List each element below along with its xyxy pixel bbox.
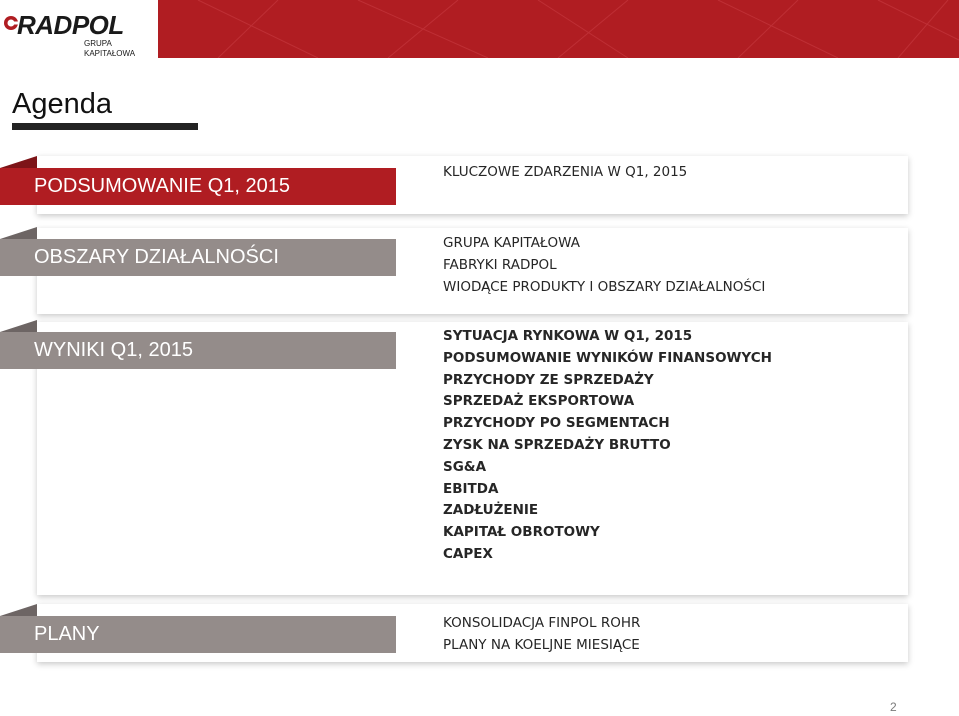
section-items-results <box>443 326 772 566</box>
agenda-item: ZYSK NA SPRZEDAŻY BRUTTO <box>443 436 671 453</box>
section-items-business-areas <box>443 233 765 298</box>
agenda-item: SYTUACJA RYNKOWA W Q1, 2015 <box>443 328 693 344</box>
section-tab-plans[interactable] <box>0 616 396 653</box>
page-title: Agenda <box>12 88 112 120</box>
header-pattern <box>158 0 959 58</box>
section-items-plans <box>443 613 640 657</box>
agenda-item: KLUCZOWE ZDARZENIA W Q1, 2015 <box>443 164 688 180</box>
section-tab-label: OBSZARY DZIAŁALNOŚCI <box>34 246 279 268</box>
agenda-item: WIODĄCE PRODUKTY I OBSZARY DZIAŁALNOŚCI <box>443 278 766 295</box>
agenda-item: PODSUMOWANIE WYNIKÓW FINANSOWYCH <box>443 349 772 366</box>
agenda-item: CAPEX <box>443 545 493 562</box>
section-tab-business-areas[interactable] <box>0 239 396 276</box>
section-items-summary <box>443 162 687 184</box>
section-tab-summary[interactable] <box>0 168 396 205</box>
tab-corner-wedge <box>0 604 37 616</box>
section-tab-results[interactable] <box>0 332 396 369</box>
page-number: 2 <box>890 700 897 714</box>
section-tab-label: PLANY <box>34 623 100 645</box>
title-underline <box>12 123 198 130</box>
section-tab-label: PODSUMOWANIE Q1, 2015 <box>34 175 290 197</box>
tab-corner-wedge <box>0 320 37 332</box>
logo-subtitle: GRUPA KAPITAŁOWA <box>84 39 136 58</box>
agenda-item: GRUPA KAPITAŁOWA <box>443 235 580 251</box>
agenda-item: PRZYCHODY PO SEGMENTACH <box>443 415 670 432</box>
agenda-item: KAPITAŁ OBROTOWY <box>443 524 600 541</box>
header-band <box>158 0 959 58</box>
agenda-item: ZADŁUŻENIE <box>443 502 539 519</box>
agenda-item: PLANY NA KOELJNE MIESIĄCE <box>443 636 640 653</box>
agenda-item: SPRZEDAŻ EKSPORTOWA <box>443 393 635 410</box>
agenda-item: KONSOLIDACJA FINPOL ROHR <box>443 615 641 631</box>
tab-corner-wedge <box>0 156 37 168</box>
company-logo <box>0 0 155 58</box>
agenda-item: FABRYKI RADPOL <box>443 256 557 273</box>
agenda-item: SG&A <box>443 458 487 475</box>
logo-text: RADPOL <box>17 10 124 40</box>
section-tab-label: WYNIKI Q1, 2015 <box>34 339 193 361</box>
agenda-item: EBITDA <box>443 480 499 497</box>
agenda-item: PRZYCHODY ZE SPRZEDAŻY <box>443 371 654 388</box>
tab-corner-wedge <box>0 227 37 239</box>
